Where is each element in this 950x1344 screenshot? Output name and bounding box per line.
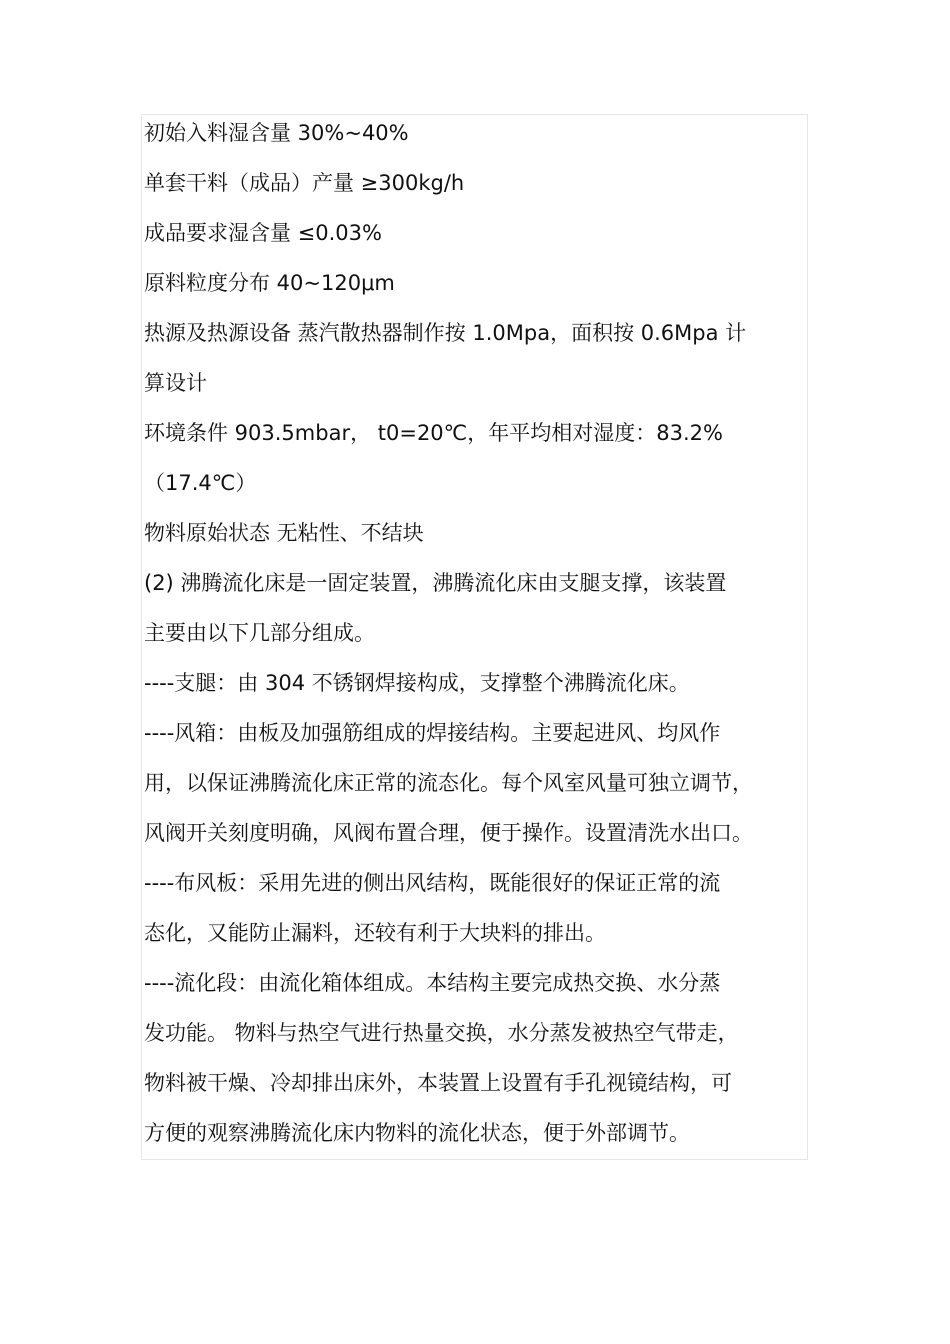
spec-output-capacity: 单套干料（成品）产量 ≥300kg/h (144, 171, 465, 195)
item-fluidization-section-cont-3: 方便的观察沸腾流化床内物料的流化状态，便于外部调节。 (144, 1121, 690, 1145)
item-fluidization-section-cont-1: 发功能。 物料与热空气进行热量交换，水分蒸发被热空气带走， (144, 1021, 739, 1045)
item-distributor-plate-cont: 态化，又能防止漏料，还较有利于大块料的排出。 (144, 921, 606, 945)
spec-heat-source: 热源及热源设备 蒸汽散热器制作按 1.0Mpa，面积按 0.6Mpa 计 (144, 321, 747, 345)
section-2-intro: (2) 沸腾流化床是一固定装置，沸腾流化床由支腿支撑，该装置 (144, 571, 727, 595)
item-fluidization-section-cont-2: 物料被干燥、冷却排出床外，本装置上设置有手孔视镜结构，可 (144, 1071, 732, 1095)
spec-product-moisture: 成品要求湿含量 ≤0.03% (144, 221, 382, 245)
item-distributor-plate: ----布风板：采用先进的侧出风结构，既能很好的保证正常的流 (144, 871, 721, 895)
item-legs: ----支腿：由 304 不锈钢焊接构成，支撑整个沸腾流化床。 (144, 671, 690, 695)
item-air-box-cont-2: 风阀开关刻度明确，风阀布置合理，便于操作。设置清洗水出口。 (144, 821, 753, 845)
section-2-intro-cont: 主要由以下几部分组成。 (144, 621, 375, 645)
spec-material-state: 物料原始状态 无粘性、不结块 (144, 521, 424, 545)
item-air-box-cont-1: 用，以保证沸腾流化床正常的流态化。每个风室风量可独立调节， (144, 771, 753, 795)
spec-environment-cont: （17.4℃） (144, 471, 257, 495)
item-air-box: ----风箱：由板及加强筋组成的焊接结构。主要起进风、均风作 (144, 721, 721, 745)
item-fluidization-section: ----流化段：由流化箱体组成。本结构主要完成热交换、水分蒸 (144, 971, 721, 995)
spec-heat-source-cont: 算设计 (144, 371, 207, 395)
spec-environment: 环境条件 903.5mbar， t0=20℃，年平均相对湿度：83.2% (144, 421, 723, 445)
spec-initial-moisture: 初始入料湿含量 30%~40% (144, 121, 409, 145)
spec-particle-size: 原料粒度分布 40~120μm (144, 271, 395, 295)
